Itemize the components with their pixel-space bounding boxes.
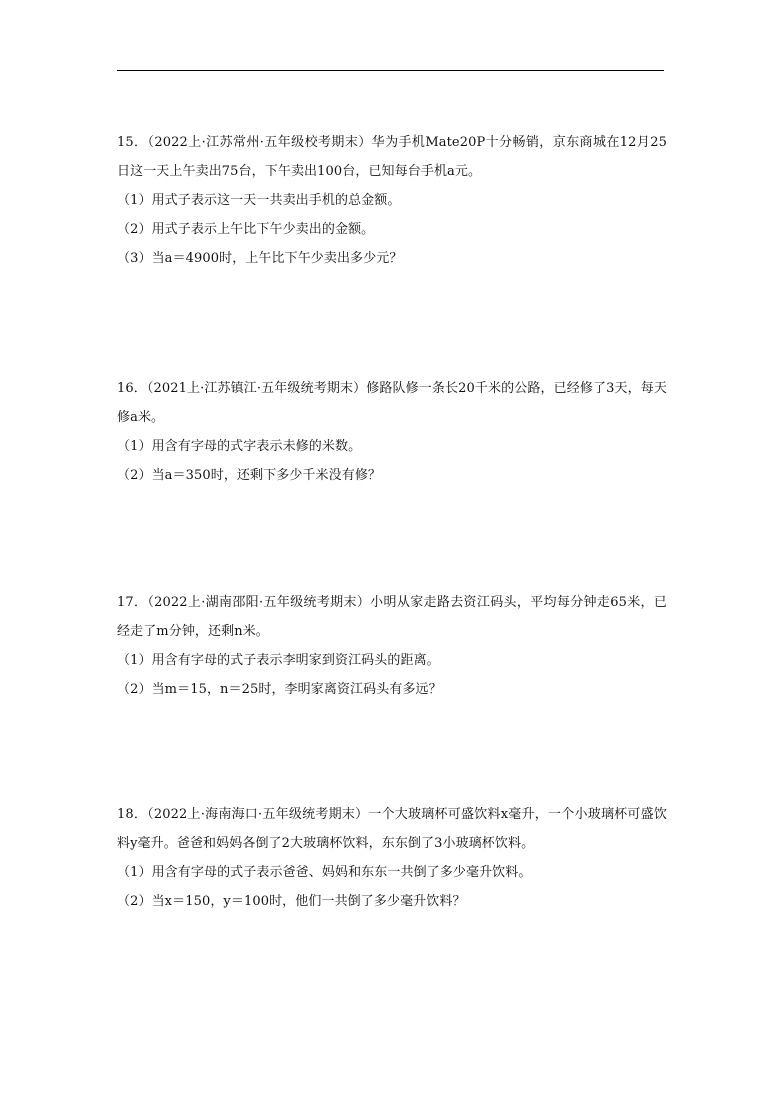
problem-stem: 17．（2022上·湖南邵阳·五年级统考期末）小明从家走路去资江码头，平均每分钟走65米，已经走了m分钟，还剩n米。 bbox=[117, 595, 667, 639]
header-rule bbox=[117, 70, 664, 71]
problem-part: （1）用含有字母的式字表示未修的米数。 bbox=[117, 439, 362, 454]
problem-stem: 16．（2021上·江苏镇江·五年级统考期末）修路队修一条长20千米的公路，已经修了3天，每天修a米。 bbox=[117, 381, 667, 425]
problem-part: （1）用式子表示这一天一共卖出手机的总金额。 bbox=[117, 193, 401, 208]
problem-17 bbox=[117, 588, 667, 704]
problem-part: （2）用式子表示上午比下午少卖出的金额。 bbox=[117, 222, 375, 237]
problem-part: （1）用含有字母的式子表示李明家到资江码头的距离。 bbox=[117, 653, 440, 668]
problem-part: （2）当a＝350时，还剩下多少千米没有修？ bbox=[117, 468, 382, 483]
problem-stem: 18．（2022上·海南海口·五年级统考期末）一个大玻璃杯可盛饮料x毫升，一个小玻璃杯可盛饮料y毫升。爸爸和妈妈各倒了2大玻璃杯饮料，东东倒了3小玻璃杯饮料。 bbox=[117, 807, 667, 851]
problem-16 bbox=[117, 374, 667, 490]
problem-15 bbox=[117, 128, 667, 273]
problem-part: （2）当x＝150，y＝100时，他们一共倒了多少毫升饮料？ bbox=[117, 894, 466, 909]
problem-part: （3）当a＝4900时，上午比下午少卖出多少元？ bbox=[117, 251, 403, 266]
problem-part: （2）当m＝15，n＝25时，李明家离资江码头有多远？ bbox=[117, 682, 442, 697]
problem-stem: 15．（2022上·江苏常州·五年级校考期末）华为手机Mate20P十分畅销，京东商城在12月25日这一天上午卖出75台，下午卖出100台，已知每台手机a元。 bbox=[117, 135, 667, 179]
problem-part: （1）用含有字母的式子表示爸爸、妈妈和东东一共倒了多少毫升饮料。 bbox=[117, 865, 532, 880]
problem-18 bbox=[117, 800, 667, 916]
